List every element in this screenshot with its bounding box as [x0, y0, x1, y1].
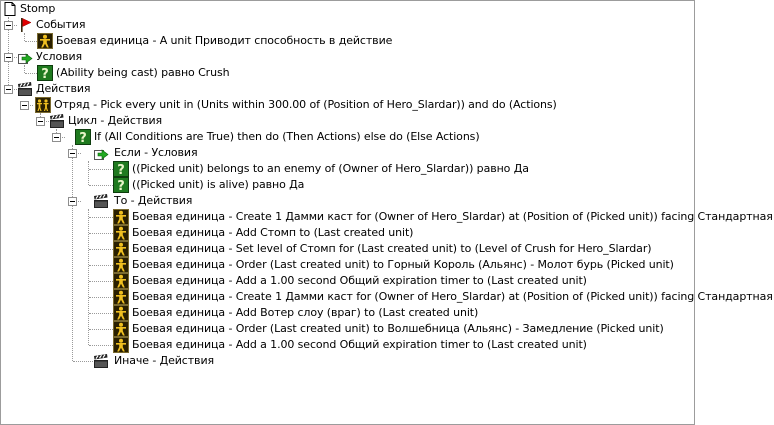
tree-line — [89, 297, 113, 298]
collapse-toggle[interactable] — [4, 85, 13, 94]
tree-line — [25, 41, 37, 42]
tree-line — [24, 33, 25, 41]
tree-node-label: Боевая единица - Add Стомп to (Last created unit) — [132, 226, 414, 239]
unit-figure-icon — [113, 257, 129, 273]
collapse-toggle[interactable] — [52, 133, 61, 142]
collapse-toggle[interactable] — [4, 53, 13, 62]
svg-text:?: ? — [117, 179, 125, 194]
question-mark-icon — [37, 65, 53, 81]
tree-line — [73, 361, 93, 362]
tree-node-label: Боевая единица - A unit Приводит способность в действие — [56, 34, 393, 47]
collapse-toggle[interactable] — [20, 101, 29, 110]
tree-node-label: Боевая единица - Order (Last created unit) to Волшебница (Альянс) - Замедление (Picked unit) — [132, 322, 664, 335]
unit-figure-icon — [113, 289, 129, 305]
tree-node-label: Боевая единица - Order (Last created unit) to Горный Король (Альянс) - Молот бурь (Picked unit) — [132, 258, 674, 271]
tree-node-label: Боевая единица - Create 1 Дамми каст for (Owner of Hero_Slardar) at (Position of (Picked unit)) facing Стандартная — [132, 210, 773, 223]
tree-line — [89, 313, 113, 314]
tree-node-label: Боевая единица - Create 1 Дамми каст for (Owner of Hero_Slardar) at (Position of (Picked unit)) facing Стандартная — [132, 290, 773, 303]
tree-node-label: Stomp — [20, 2, 56, 15]
tree-line — [89, 281, 113, 282]
tree-node-label: Боевая единица - Add Вотер слоу (враг) to (Last created unit) — [132, 306, 479, 319]
tree-line — [25, 73, 37, 74]
tree-line — [89, 345, 113, 346]
tree-node-label: ((Picked unit) is alive) равно Да — [132, 178, 305, 191]
clapperboard-icon — [93, 193, 109, 209]
svg-text:?: ? — [79, 131, 87, 146]
tree-line — [88, 161, 89, 185]
clapperboard-icon — [17, 81, 33, 97]
tree-line — [89, 249, 113, 250]
green-arrow-icon — [17, 49, 33, 65]
tree-line — [72, 145, 73, 361]
tree-node-label: Действия — [36, 82, 91, 95]
question-mark-icon — [113, 161, 129, 177]
question-mark-icon — [75, 129, 91, 145]
tree-line — [89, 329, 113, 330]
trigger-page-icon — [2, 1, 18, 17]
tree-node-label: (Ability being cast) равно Crush — [56, 66, 230, 79]
tree-node-label: События — [36, 18, 86, 31]
tree-node-label: ((Picked unit) belongs to an enemy of (Owner of Hero_Slardar)) равно Да — [132, 162, 529, 175]
svg-text:?: ? — [117, 163, 125, 178]
tree-node-label: Условия — [36, 50, 83, 63]
tree-line — [88, 209, 89, 345]
unit-figure-icon — [37, 33, 53, 49]
unit-figure-icon — [113, 209, 129, 225]
tree-node-label: Отряд - Pick every unit in (Units within 300.00 of (Position of Hero_Slardar)) and do (Actions) — [54, 98, 557, 111]
tree-node-label: Цикл - Действия — [68, 114, 163, 127]
tree-node-label: Боевая единица - Add a 1.00 second Общий expiration timer to (Last created unit) — [132, 274, 587, 287]
svg-text:?: ? — [41, 67, 49, 82]
tree-line — [89, 185, 113, 186]
tree-line — [24, 65, 25, 73]
tree-line — [89, 265, 113, 266]
unit-figure-icon — [113, 321, 129, 337]
tree-line — [89, 233, 113, 234]
tree-node-label: Боевая единица - Set level of Стомп for (Last created unit) to (Level of Crush for Hero_Slardar) — [132, 242, 652, 255]
green-arrow-icon — [93, 145, 109, 161]
question-mark-icon — [113, 177, 129, 193]
clapperboard-icon — [49, 113, 65, 129]
unit-figure-icon — [113, 273, 129, 289]
tree-node-label: Боевая единица - Add a 1.00 second Общий expiration timer to (Last created unit) — [132, 338, 587, 351]
unit-figure-icon — [113, 305, 129, 321]
collapse-toggle[interactable] — [68, 197, 77, 206]
clapperboard-icon — [93, 353, 109, 369]
unit-group-icon — [35, 97, 51, 113]
tree-node-label: If (All Conditions are True) then do (Then Actions) else do (Else Actions) — [94, 130, 480, 143]
tree-node-label: То - Действия — [114, 194, 193, 207]
collapse-toggle[interactable] — [68, 149, 77, 158]
unit-figure-icon — [113, 241, 129, 257]
collapse-toggle[interactable] — [36, 117, 45, 126]
red-flag-icon — [17, 17, 33, 33]
tree-line — [89, 169, 113, 170]
tree-line — [89, 217, 113, 218]
tree-node-label: Иначе - Действия — [114, 354, 215, 367]
tree-node-label: Если - Условия — [114, 146, 198, 159]
unit-figure-icon — [113, 337, 129, 353]
collapse-toggle[interactable] — [4, 21, 13, 30]
unit-figure-icon — [113, 225, 129, 241]
